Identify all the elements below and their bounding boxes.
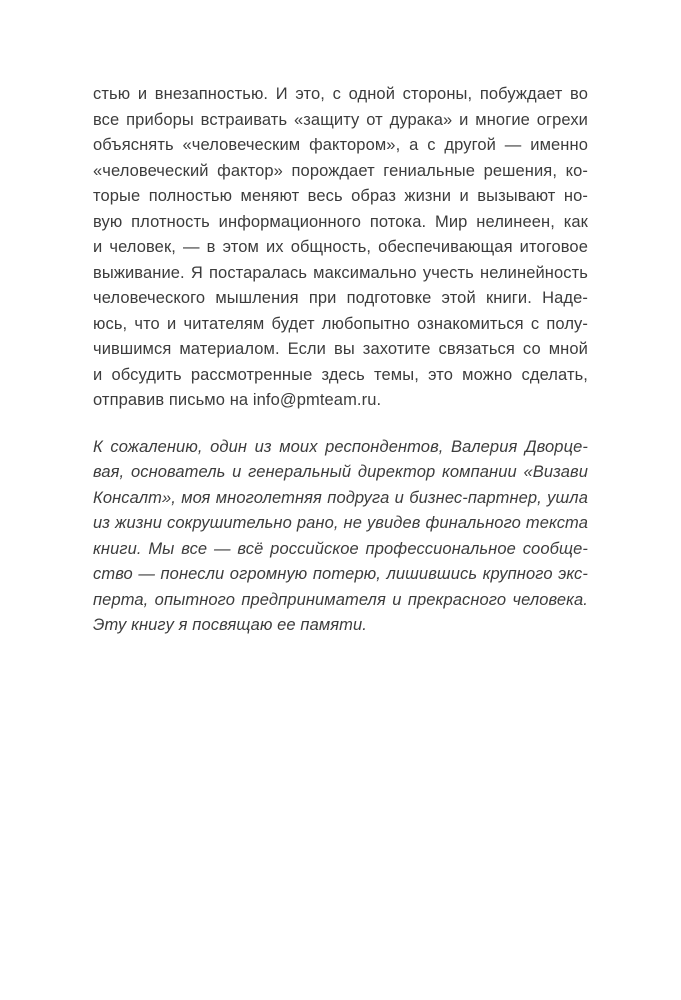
paragraph-continuation bbox=[93, 82, 588, 414]
text-line: торые полностью меняют весь образ жизни и вызывают но- bbox=[93, 187, 588, 205]
text-line: юсь, что и читателям будет любопытно ознакомиться с полу- bbox=[93, 314, 588, 333]
text-line: К сожалению, один из моих респондентов, Валерия Дворце- bbox=[93, 437, 588, 456]
text-line: человеческого мышления при подготовке этой книги. Наде- bbox=[93, 289, 588, 307]
text-line: Эту книгу я посвящаю ее памяти. bbox=[93, 616, 367, 634]
text-line: вую плотность информационного потока. Мир нелинеен, как bbox=[93, 212, 588, 231]
text-line: книги. Мы все — всё российское профессиональное сообще- bbox=[93, 539, 588, 558]
text-line: выживание. Я постаралась максимально учесть нелинейность bbox=[93, 263, 588, 282]
text-line: из жизни сокрушительно рано, не увидев финального текста bbox=[93, 514, 588, 532]
text-line: все приборы встраивать «защиту от дурака» и многие огрехи bbox=[93, 110, 588, 129]
text-line: вая, основатель и генеральный директор компании «Визави bbox=[93, 463, 588, 481]
text-line: ство — понесли огромную потерю, лишившись крупного экс- bbox=[93, 565, 588, 583]
text-line: перта, опытного предпринимателя и прекрасного человека. bbox=[93, 590, 588, 609]
text-line: и человек, — в этом их общность, обеспечивающая итоговое bbox=[93, 238, 588, 256]
text-line: «человеческий фактор» порождает гениальные решения, ко- bbox=[93, 161, 588, 180]
text-line: стью и внезапностью. И это, с одной стороны, побуждает во bbox=[93, 85, 588, 103]
text-line: чившимся материалом. Если вы захотите связаться со мной bbox=[93, 340, 588, 358]
text-line: Консалт», моя многолетняя подруга и бизнес-партнер, ушла bbox=[93, 488, 588, 507]
text-line: отправив письмо на info@pmteam.ru. bbox=[93, 391, 382, 409]
text-line: объяснять «человеческим фактором», а с другой — именно bbox=[93, 136, 588, 154]
paragraph-dedication bbox=[93, 435, 588, 639]
text-block bbox=[93, 82, 588, 639]
text-line: и обсудить рассмотренные здесь темы, это можно сделать, bbox=[93, 365, 588, 384]
